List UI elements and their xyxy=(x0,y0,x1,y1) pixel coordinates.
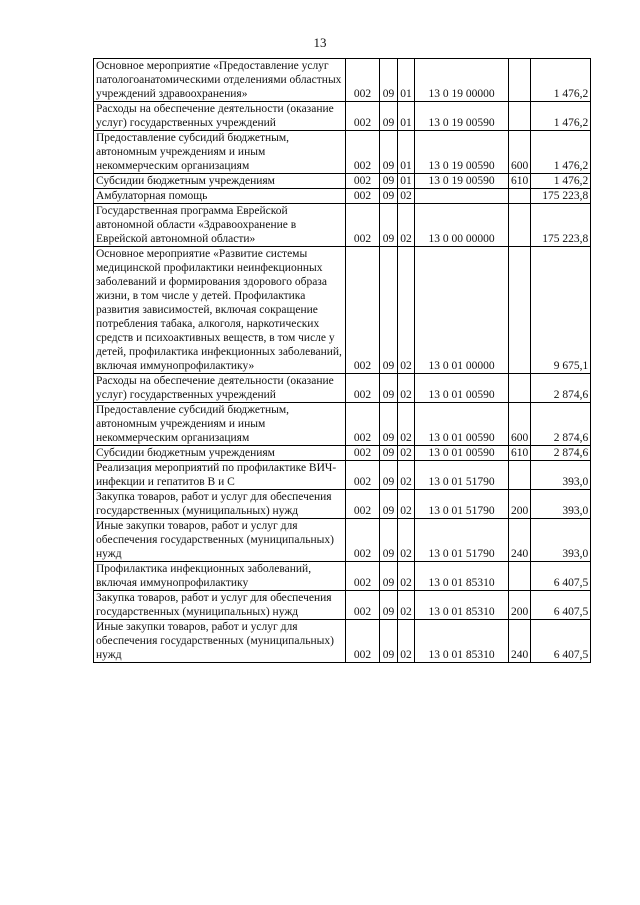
row-rz-cell: 09 xyxy=(380,204,398,247)
row-pr-cell: 02 xyxy=(398,519,415,562)
row-csr-cell: 13 0 01 00590 xyxy=(415,403,509,446)
row-amount-cell: 393,0 xyxy=(531,461,591,490)
row-csr-cell: 13 0 01 51790 xyxy=(415,519,509,562)
row-vr-cell xyxy=(509,374,531,403)
page-number: 13 xyxy=(313,35,327,50)
row-ved-cell: 002 xyxy=(346,247,380,374)
row-amount-cell: 1 476,2 xyxy=(531,59,591,102)
row-amount-cell: 1 476,2 xyxy=(531,131,591,174)
row-name-cell: Расходы на обеспечение деятельности (оказание услуг) государственных учреждений xyxy=(94,102,346,131)
row-name-cell: Государственная программа Еврейской автономной области «Здравоохранение в Еврейской автономной области» xyxy=(94,204,346,247)
row-pr-cell: 02 xyxy=(398,204,415,247)
row-pr-cell: 02 xyxy=(398,490,415,519)
row-name-cell: Основное мероприятие «Предоставление услуг патологоанатомическими отделениями областных учреждений здравоохранения» xyxy=(94,59,346,102)
row-csr-cell xyxy=(415,189,509,204)
row-amount-cell: 2 874,6 xyxy=(531,374,591,403)
table-row xyxy=(94,247,591,374)
row-name-cell: Амбулаторная помощь xyxy=(94,189,346,204)
row-name-cell: Закупка товаров, работ и услуг для обеспечения государственных (муниципальных) нужд xyxy=(94,591,346,620)
row-csr-cell: 13 0 19 00590 xyxy=(415,102,509,131)
row-rz-cell: 09 xyxy=(380,247,398,374)
row-amount-cell: 2 874,6 xyxy=(531,403,591,446)
row-ved-cell: 002 xyxy=(346,174,380,189)
row-vr-cell xyxy=(509,59,531,102)
row-ved-cell: 002 xyxy=(346,562,380,591)
row-pr-cell: 01 xyxy=(398,174,415,189)
row-ved-cell: 002 xyxy=(346,374,380,403)
row-csr-cell: 13 0 01 85310 xyxy=(415,620,509,663)
row-pr-cell: 01 xyxy=(398,131,415,174)
row-ved-cell: 002 xyxy=(346,204,380,247)
row-rz-cell: 09 xyxy=(380,174,398,189)
row-ved-cell: 002 xyxy=(346,519,380,562)
budget-table xyxy=(93,58,591,663)
row-vr-cell: 240 xyxy=(509,519,531,562)
row-name-cell: Предоставление субсидий бюджетным, автономным учреждениям и иным некоммерческим организациям xyxy=(94,403,346,446)
row-name-cell: Профилактика инфекционных заболеваний, включая иммунопрофилактику xyxy=(94,562,346,591)
row-vr-cell xyxy=(509,189,531,204)
row-rz-cell: 09 xyxy=(380,102,398,131)
row-csr-cell: 13 0 01 00000 xyxy=(415,247,509,374)
row-pr-cell: 02 xyxy=(398,374,415,403)
row-vr-cell: 240 xyxy=(509,620,531,663)
row-rz-cell: 09 xyxy=(380,490,398,519)
row-csr-cell: 13 0 00 00000 xyxy=(415,204,509,247)
row-csr-cell: 13 0 01 51790 xyxy=(415,461,509,490)
row-ved-cell: 002 xyxy=(346,591,380,620)
row-vr-cell xyxy=(509,247,531,374)
row-rz-cell: 09 xyxy=(380,620,398,663)
row-csr-cell: 13 0 01 00590 xyxy=(415,374,509,403)
row-pr-cell: 01 xyxy=(398,102,415,131)
row-ved-cell: 002 xyxy=(346,446,380,461)
row-vr-cell: 610 xyxy=(509,174,531,189)
table-row xyxy=(94,59,591,102)
row-rz-cell: 09 xyxy=(380,562,398,591)
row-csr-cell: 13 0 19 00590 xyxy=(415,131,509,174)
table-row xyxy=(94,446,591,461)
row-vr-cell xyxy=(509,204,531,247)
budget-table-body xyxy=(94,59,591,663)
table-row xyxy=(94,102,591,131)
row-pr-cell: 01 xyxy=(398,59,415,102)
row-pr-cell: 02 xyxy=(398,189,415,204)
row-csr-cell: 13 0 01 00590 xyxy=(415,446,509,461)
row-ved-cell: 002 xyxy=(346,131,380,174)
row-rz-cell: 09 xyxy=(380,374,398,403)
row-pr-cell: 02 xyxy=(398,591,415,620)
row-amount-cell: 6 407,5 xyxy=(531,562,591,591)
row-csr-cell: 13 0 01 51790 xyxy=(415,490,509,519)
row-rz-cell: 09 xyxy=(380,446,398,461)
row-name-cell: Субсидии бюджетным учреждениям xyxy=(94,174,346,189)
row-csr-cell: 13 0 01 85310 xyxy=(415,562,509,591)
row-ved-cell: 002 xyxy=(346,102,380,131)
row-amount-cell: 1 476,2 xyxy=(531,174,591,189)
table-row xyxy=(94,174,591,189)
row-name-cell: Основное мероприятие «Развитие системы медицинской профилактики неинфекционных заболеваний и формирования здорового образа жизни, в том числе у детей. Профилактика развития зависимостей, включая сокращение потребления табака, алкоголя, наркотических средств и психоактивных веществ, в том числе у детей, профилактика инфекционных заболеваний, включая иммунопрофилактику» xyxy=(94,247,346,374)
row-name-cell: Предоставление субсидий бюджетным, автономным учреждениям и иным некоммерческим организациям xyxy=(94,131,346,174)
row-ved-cell: 002 xyxy=(346,461,380,490)
row-vr-cell xyxy=(509,102,531,131)
row-rz-cell: 09 xyxy=(380,591,398,620)
row-name-cell: Иные закупки товаров, работ и услуг для обеспечения государственных (муниципальных) нужд xyxy=(94,620,346,663)
table-row xyxy=(94,519,591,562)
table-row xyxy=(94,204,591,247)
row-name-cell: Иные закупки товаров, работ и услуг для обеспечения государственных (муниципальных) нужд xyxy=(94,519,346,562)
table-row xyxy=(94,620,591,663)
row-vr-cell: 610 xyxy=(509,446,531,461)
table-row xyxy=(94,461,591,490)
row-vr-cell: 200 xyxy=(509,490,531,519)
row-amount-cell: 175 223,8 xyxy=(531,189,591,204)
row-csr-cell: 13 0 19 00590 xyxy=(415,174,509,189)
row-vr-cell: 600 xyxy=(509,131,531,174)
row-rz-cell: 09 xyxy=(380,131,398,174)
row-rz-cell: 09 xyxy=(380,519,398,562)
row-rz-cell: 09 xyxy=(380,403,398,446)
row-ved-cell: 002 xyxy=(346,490,380,519)
row-amount-cell: 1 476,2 xyxy=(531,102,591,131)
row-rz-cell: 09 xyxy=(380,59,398,102)
row-vr-cell xyxy=(509,461,531,490)
row-amount-cell: 393,0 xyxy=(531,519,591,562)
row-csr-cell: 13 0 19 00000 xyxy=(415,59,509,102)
row-pr-cell: 02 xyxy=(398,461,415,490)
row-amount-cell: 6 407,5 xyxy=(531,591,591,620)
row-pr-cell: 02 xyxy=(398,620,415,663)
table-row xyxy=(94,374,591,403)
row-vr-cell: 200 xyxy=(509,591,531,620)
row-name-cell: Субсидии бюджетным учреждениям xyxy=(94,446,346,461)
row-amount-cell: 393,0 xyxy=(531,490,591,519)
row-name-cell: Закупка товаров, работ и услуг для обеспечения государственных (муниципальных) нужд xyxy=(94,490,346,519)
table-row xyxy=(94,403,591,446)
row-rz-cell: 09 xyxy=(380,189,398,204)
row-ved-cell: 002 xyxy=(346,620,380,663)
row-ved-cell: 002 xyxy=(346,59,380,102)
row-rz-cell: 09 xyxy=(380,461,398,490)
row-vr-cell: 600 xyxy=(509,403,531,446)
row-amount-cell: 2 874,6 xyxy=(531,446,591,461)
row-pr-cell: 02 xyxy=(398,403,415,446)
row-csr-cell: 13 0 01 85310 xyxy=(415,591,509,620)
row-name-cell: Реализация мероприятий по профилактике ВИЧ-инфекции и гепатитов В и С xyxy=(94,461,346,490)
row-vr-cell xyxy=(509,562,531,591)
row-pr-cell: 02 xyxy=(398,446,415,461)
row-pr-cell: 02 xyxy=(398,247,415,374)
row-amount-cell: 6 407,5 xyxy=(531,620,591,663)
table-row xyxy=(94,490,591,519)
table-row xyxy=(94,131,591,174)
table-row xyxy=(94,591,591,620)
table-row xyxy=(94,562,591,591)
row-amount-cell: 175 223,8 xyxy=(531,204,591,247)
row-amount-cell: 9 675,1 xyxy=(531,247,591,374)
row-pr-cell: 02 xyxy=(398,562,415,591)
row-ved-cell: 002 xyxy=(346,189,380,204)
row-name-cell: Расходы на обеспечение деятельности (оказание услуг) государственных учреждений xyxy=(94,374,346,403)
row-ved-cell: 002 xyxy=(346,403,380,446)
table-row xyxy=(94,189,591,204)
